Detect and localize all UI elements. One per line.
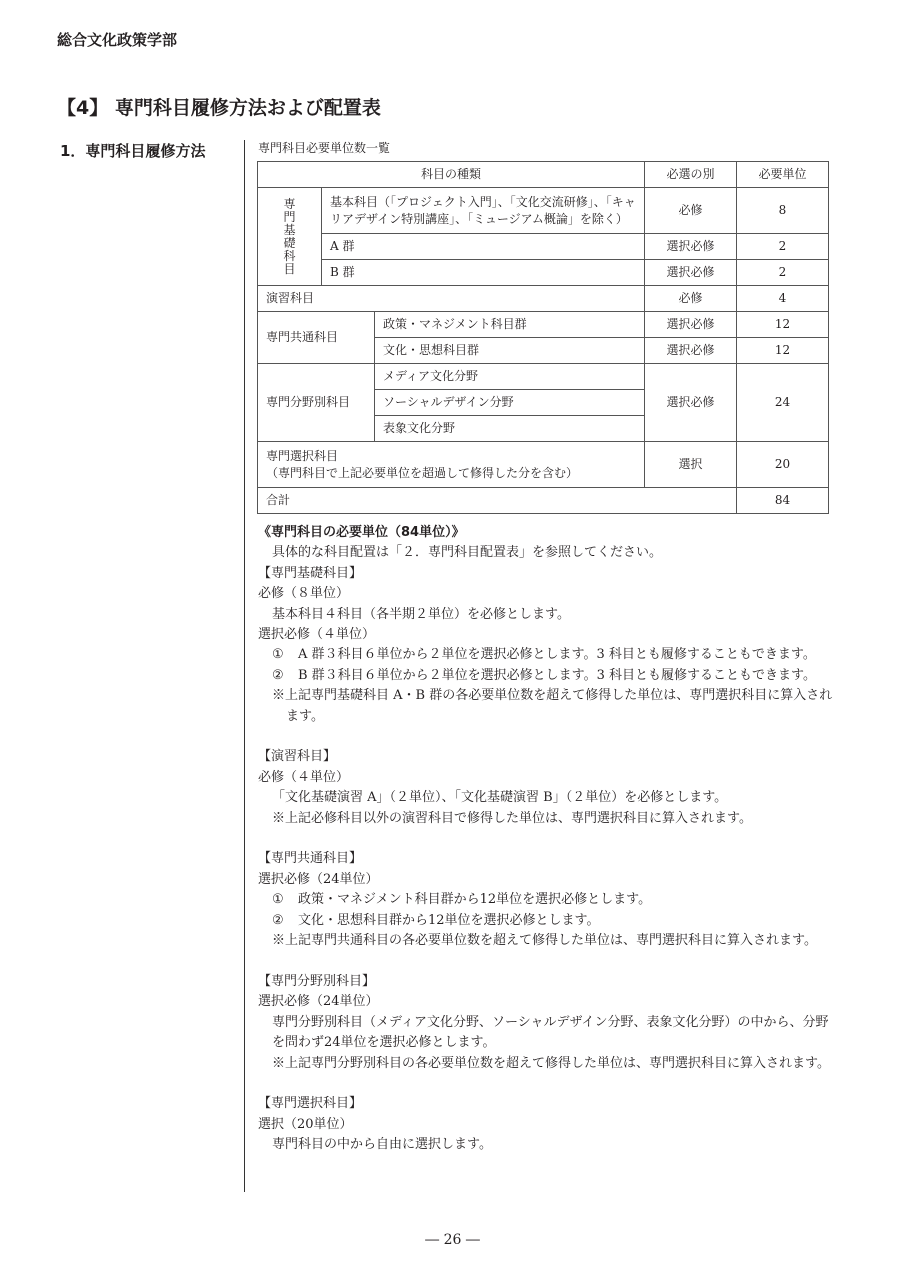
header-category: 科目の種類 xyxy=(258,162,645,188)
bunya-social-name: ソーシャルデザイン分野 xyxy=(375,390,645,416)
kiso-a-type: 選択必修 xyxy=(645,234,737,260)
kiso-required-text: 基本科目４科目（各半期２単位）を必修とします。 xyxy=(272,606,570,622)
kiso-item-b xyxy=(258,666,838,686)
kiso-basic-name: 基本科目（「プロジェクト入門」、「文化交流研修」、「キャリアデザイン特別講座」、「ミュージアム概論」を除く） xyxy=(322,188,645,234)
kiso-basic-type: 必修 xyxy=(645,188,737,234)
requirements-heading: 《専門科目の必要単位（84単位）》 xyxy=(258,525,465,540)
item-marker: ① xyxy=(272,647,284,663)
bunya-text: 専門分野別科目（メディア文化分野、ソーシャルデザイン分野、表象文化分野）の中から、分野を問わず24単位を選択必修とします。 xyxy=(272,1014,829,1051)
total-label: 合計 xyxy=(258,488,737,514)
enshu-text: 「文化基礎演習 A」（２単位）、「文化基礎演習 B」（２単位）を必修とします。 xyxy=(272,790,728,806)
kiso-basic-units: 8 xyxy=(737,188,829,234)
header-type: 必選の別 xyxy=(645,162,737,188)
item-marker: ② xyxy=(272,667,284,683)
intro-text: 具体的な科目配置は「２．専門科目配置表」を参照してください。 xyxy=(272,545,663,561)
table-row xyxy=(258,364,829,390)
bunya-units: 24 xyxy=(737,364,829,442)
enshu-name: 演習科目 xyxy=(258,286,645,312)
enshu-title: 【演習科目】 xyxy=(258,749,337,765)
kiso-a-units: 2 xyxy=(737,234,829,260)
department-name: 総合文化政策学部 xyxy=(57,31,178,49)
bunya-hyosho-name: 表象文化分野 xyxy=(375,416,645,442)
table-caption: 専門科目必要単位数一覧 xyxy=(258,141,391,155)
item-text: 政策・マネジメント科目群から12単位を選択必修とします。 xyxy=(298,892,652,908)
kyotsu-item-culture xyxy=(258,911,838,931)
kiso-b-units: 2 xyxy=(737,260,829,286)
kyotsu-note: ※上記専門共通科目の各必要単位数を超えて修得した単位は、専門選択科目に算入されます。 xyxy=(272,933,817,949)
table-row xyxy=(258,234,829,260)
item-text: B 群３科目６単位から２単位を選択必修とします。3 科目とも履修することもできます。 xyxy=(298,667,817,683)
kyotsu-policy-type: 選択必修 xyxy=(645,312,737,338)
header-units: 必要単位 xyxy=(737,162,829,188)
kiso-a-name: A 群 xyxy=(322,234,645,260)
bunya-type: 選択必修 xyxy=(645,364,737,442)
table-row xyxy=(258,312,829,338)
sentaku-text: 専門科目の中から自由に選択します。 xyxy=(272,1137,492,1153)
kiso-b-type: 選択必修 xyxy=(645,260,737,286)
page-number: ― 26 ― xyxy=(425,1232,480,1248)
table-row xyxy=(258,442,829,488)
sentaku-title: 【専門選択科目】 xyxy=(258,1096,363,1112)
sentaku-name-line1: 専門選択科目 xyxy=(266,448,339,463)
enshu-required-label: 必修（４単位） xyxy=(258,769,350,785)
table-row xyxy=(258,260,829,286)
table-row xyxy=(258,286,829,312)
chapter-title: 【4】 専門科目履修方法および配置表 xyxy=(57,97,381,119)
bunya-group-label: 専門分野別科目 xyxy=(258,364,375,442)
kyotsu-elective-label: 選択必修（24単位） xyxy=(258,871,379,887)
total-units: 84 xyxy=(737,488,829,514)
table-row xyxy=(258,188,829,234)
kiso-required-label: 必修（８単位） xyxy=(258,586,350,602)
kyotsu-group-label: 専門共通科目 xyxy=(258,312,375,364)
kiso-item-a xyxy=(258,645,838,665)
table-header-row xyxy=(258,162,829,188)
required-units-table xyxy=(257,161,829,514)
kiso-note: ※上記専門基礎科目 A・B 群の各必要単位数を超えて修得した単位は、専門選択科目に算入されます。 xyxy=(272,688,833,724)
kyotsu-culture-type: 選択必修 xyxy=(645,338,737,364)
item-marker: ② xyxy=(272,912,284,928)
section-divider xyxy=(244,140,245,1192)
sentaku-units: 20 xyxy=(737,442,829,488)
enshu-note: ※上記必修科目以外の演習科目で修得した単位は、専門選択科目に算入されます。 xyxy=(272,810,752,826)
enshu-units: 4 xyxy=(737,286,829,312)
section-title: 1．専門科目履修方法 xyxy=(60,142,206,160)
sentaku-elective-label: 選択（20単位） xyxy=(258,1116,353,1132)
kyotsu-item-policy xyxy=(258,890,838,910)
bunya-media-name: メディア文化分野 xyxy=(375,364,645,390)
kyotsu-culture-units: 12 xyxy=(737,338,829,364)
bunya-title: 【専門分野別科目】 xyxy=(258,973,376,989)
kyotsu-culture-name: 文化・思想科目群 xyxy=(375,338,645,364)
item-marker: ① xyxy=(272,892,284,908)
sentaku-name xyxy=(258,442,645,488)
requirements-text xyxy=(258,523,838,1156)
bunya-note: ※上記専門分野別科目の各必要単位数を超えて修得した単位は、専門選択科目に算入されます。 xyxy=(272,1055,830,1071)
enshu-type: 必修 xyxy=(645,286,737,312)
table-row xyxy=(258,488,829,514)
kiso-b-name: B 群 xyxy=(322,260,645,286)
kyotsu-policy-name: 政策・マネジメント科目群 xyxy=(375,312,645,338)
kiso-title: 【専門基礎科目】 xyxy=(258,565,363,581)
kyotsu-title: 【専門共通科目】 xyxy=(258,851,363,867)
kiso-elective-label: 選択必修（４単位） xyxy=(258,627,376,643)
item-text: A 群３科目６単位から２単位を選択必修とします。3 科目とも履修することもできます。 xyxy=(298,647,816,663)
item-text: 文化・思想科目群から12単位を選択必修とします。 xyxy=(298,912,600,928)
sentaku-type: 選択 xyxy=(645,442,737,488)
bunya-elective-label: 選択必修（24単位） xyxy=(258,994,379,1010)
kyotsu-policy-units: 12 xyxy=(737,312,829,338)
kiso-group-label: 専 門 基 礎 科 目 xyxy=(258,188,322,286)
sentaku-name-line2: （専門科目で上記必要単位を超過して修得した分を含む） xyxy=(266,465,579,480)
